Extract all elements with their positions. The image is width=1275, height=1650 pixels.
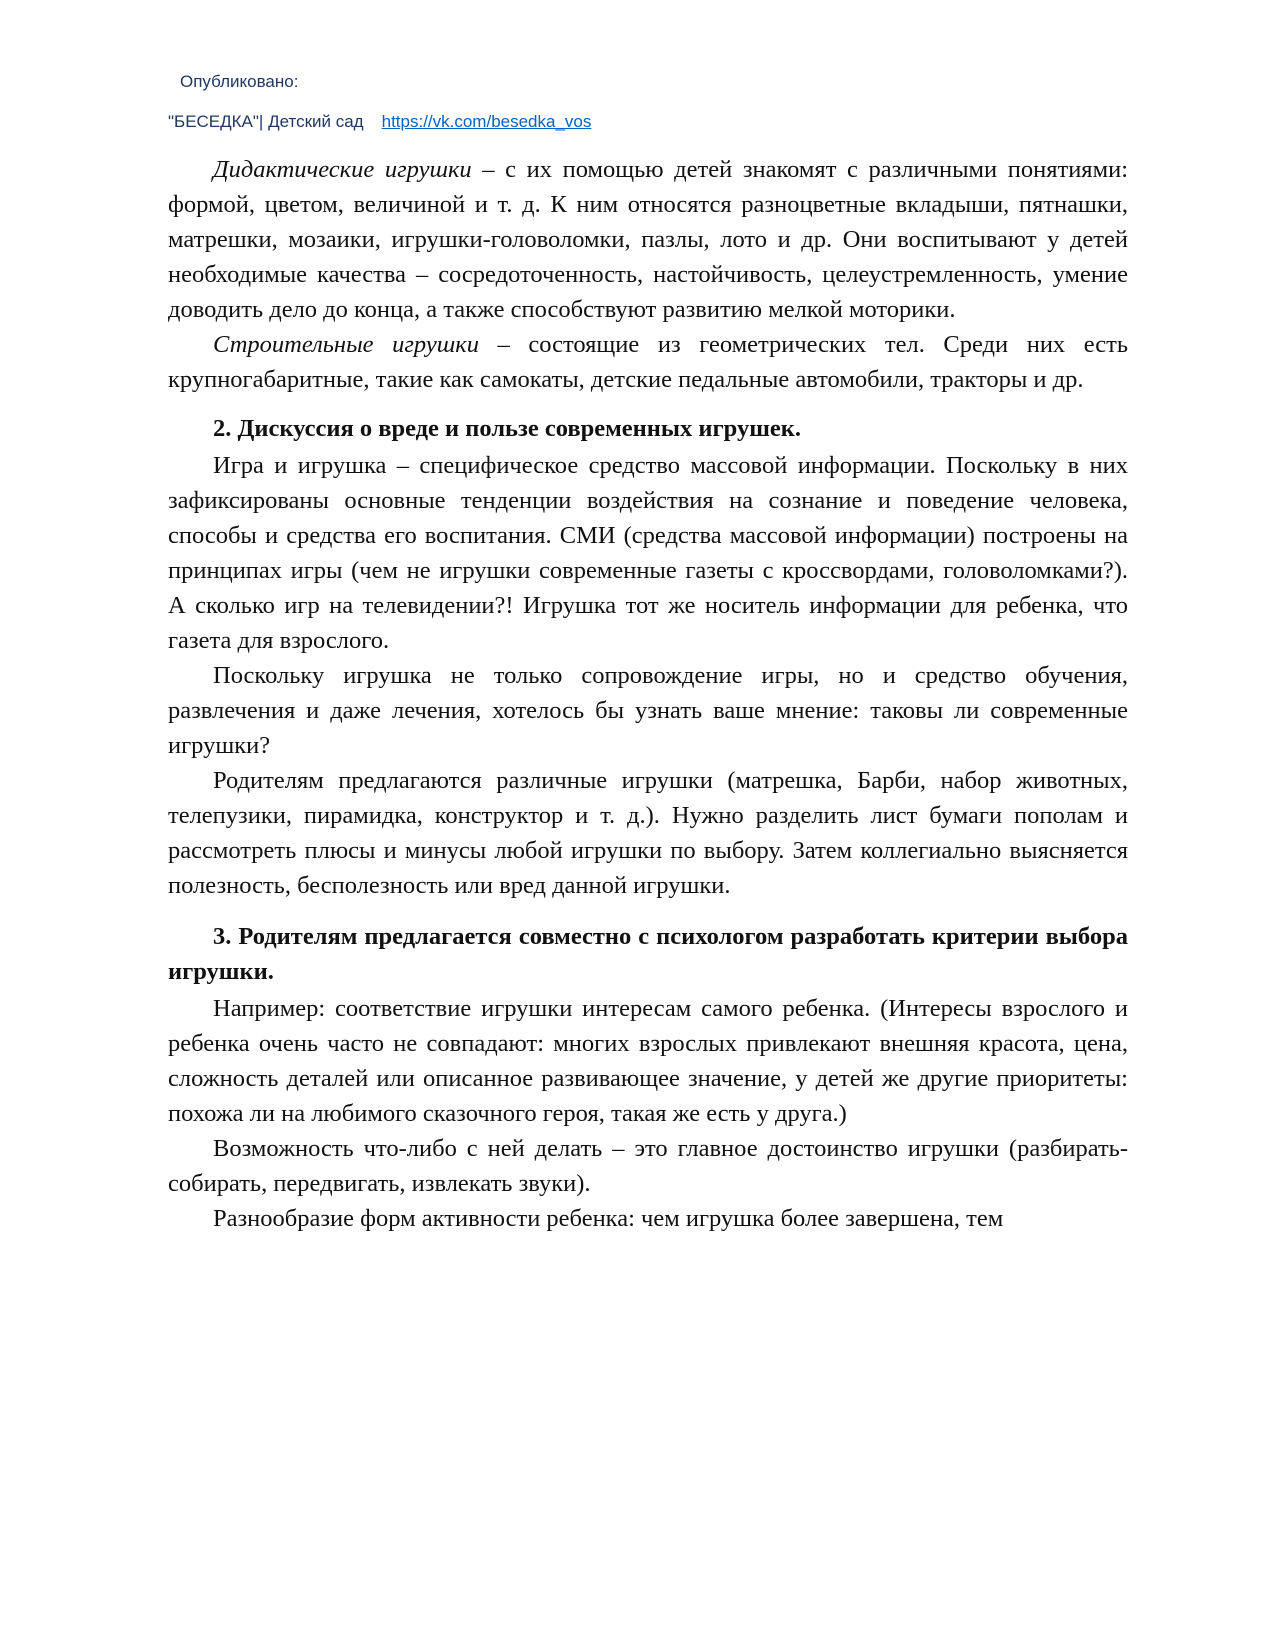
term-building: Строительные игрушки: [213, 331, 479, 358]
paragraph-text: – с их помощью детей знакомят с различными понятиями: формой, цветом, величиной и т. д. К ним относятся разноцветные вкладыши, пятнашки, матрешки, мозаики, игрушки-головоломки, пазлы, лото и др. Они воспитывают у детей необходимые качества – сосредоточенность, настойчивость, целеустремленность, умение доводить дело до конца, а также способствуют развитию мелкой моторики.: [168, 156, 1128, 323]
paragraph-text: – состоящие из геометрических тел. Среди них есть крупногабаритные, такие как самокаты, детские педальные автомобили, тракторы и др.: [168, 331, 1129, 393]
paragraph: Родителям предлагаются различные игрушки (матрешка, Барби, набор животных, телепузики, пирамидка, конструктор и т. д.). Нужно разделить лист бумаги пополам и рассмотреть плюсы и минусы любой игрушки по выбору. Затем коллегиально выясняется полезность, бесполезность или вред данной игрушки.: [168, 767, 1128, 899]
published-label: Опубликовано:: [180, 72, 299, 91]
paragraph: Возможность что-либо с ней делать – это главное достоинство игрушки (разбирать-собирать, передвигать, извлекать звуки).: [168, 1135, 1128, 1197]
document-body: [168, 152, 1128, 1236]
source-link[interactable]: https://vk.com/besedka_vos: [381, 112, 592, 131]
paragraph: Поскольку игрушка не только сопровождение игры, но и средство обучения, развлечения и даже лечения, хотелось бы узнать ваше мнение: таковы ли современные игрушки?: [168, 662, 1128, 759]
paragraph-didactic-toys: [168, 152, 1128, 327]
paragraph-building-toys: [168, 327, 1128, 397]
heading-discussion: 2. Дискуссия о вреде и пользе современных игрушек.: [213, 415, 801, 442]
term-didactic: Дидактические игрушки: [213, 156, 472, 183]
source-name: "БЕСЕДКА"| Детский сад: [168, 112, 364, 131]
paragraph: Например: соответствие игрушки интересам самого ребенка. (Интересы взрослого и ребенка очень часто не совпадают: многих взрослых привлекают внешняя красота, цена, сложность деталей или описанное развивающее значение, у детей же другие приоритеты: похожа ли на любимого сказочного героя, такая же есть у друга.): [168, 995, 1128, 1127]
paragraph: Игра и игрушка – специфическое средство массовой информации. Поскольку в них зафиксированы основные тенденции воздействия на сознание и поведение человека, способы и средства его воспитания. СМИ (средства массовой информации) построены на принципах игры (чем не игрушки современные газеты с кроссвордами, головоломками?). А сколько игр на телевидении?! Игрушка тот же носитель информации для ребенка, что газета для взрослого.: [168, 452, 1128, 654]
paragraph: Разнообразие форм активности ребенка: чем игрушка более завершена, тем: [213, 1205, 1004, 1232]
heading-criteria: 3. Родителям предлагается совместно с психологом разработать критерии выбора игрушки.: [168, 923, 1128, 985]
source-line: [168, 112, 591, 132]
